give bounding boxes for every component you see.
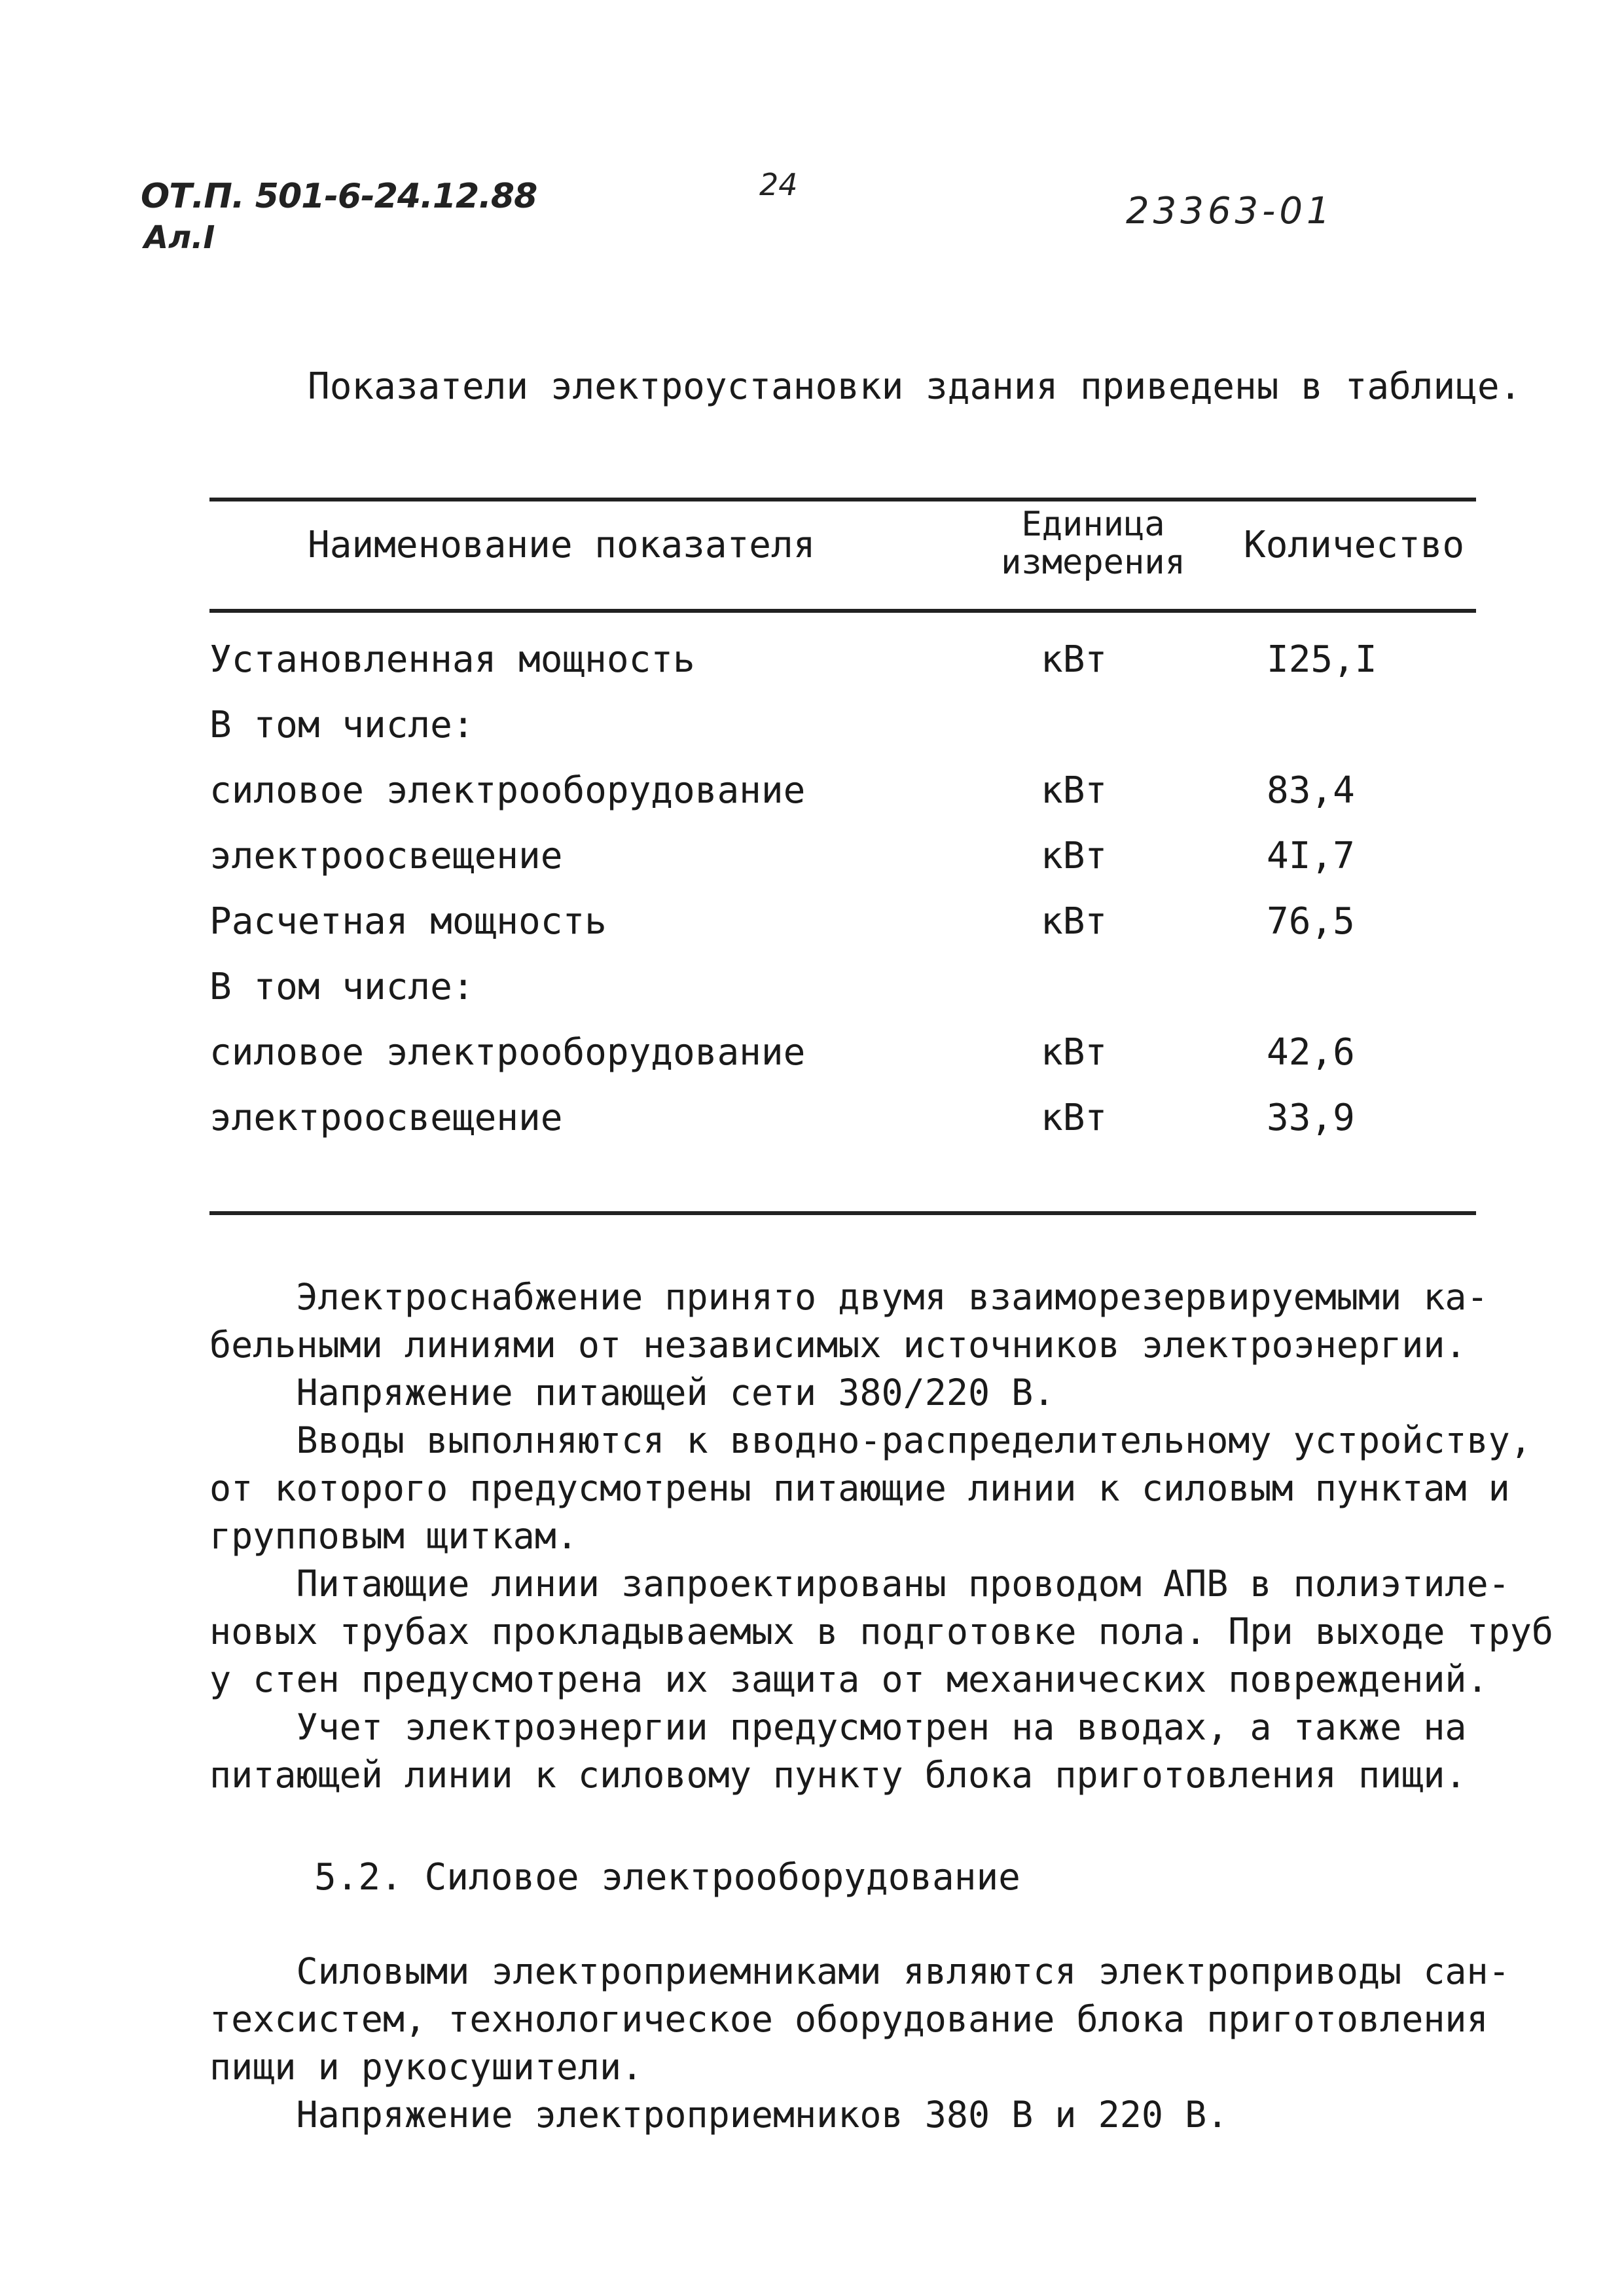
sheet-label: Ал.I <box>144 219 215 256</box>
text-line: пищи и рукосушители. <box>209 2046 643 2088</box>
paragraph-supply-lines <box>209 1560 1553 1704</box>
paragraph-receiver-voltage <box>209 2091 1479 2139</box>
row-unit: кВт <box>1041 1097 1108 1139</box>
header-name: Наименование показателя <box>308 524 816 566</box>
row-name: силовое электрооборудование <box>209 1031 806 1074</box>
text-line: от которого предусмотрены питающие линии к силовым пунктам и <box>209 1467 1510 1509</box>
row-name: Расчетная мощность <box>209 900 607 943</box>
table-row <box>0 1097 1624 1162</box>
row-unit: кВт <box>1041 638 1108 681</box>
header-unit-line2: измерения <box>1001 543 1185 582</box>
text-line: Питающие линии запроектированы проводом АПВ в полиэтиле- <box>209 1563 1510 1605</box>
table-row <box>0 638 1624 704</box>
row-name: силовое электрооборудование <box>209 769 806 812</box>
text-line: Напряжение электроприемников 380 В и 220 В. <box>209 2094 1229 2136</box>
table-row <box>0 900 1624 966</box>
row-name: электроосвещение <box>209 1097 563 1139</box>
paragraph-inputs <box>209 1417 1532 1560</box>
table-top-rule <box>209 498 1476 501</box>
row-unit: кВт <box>1041 835 1108 877</box>
text-line: техсистем, технологическое оборудование блока приготовления <box>209 1998 1489 2040</box>
text-line: питающей линии к силовому пункту блока приготовления пищи. <box>209 1754 1467 1796</box>
page-number: 24 <box>759 167 798 202</box>
text-line: Напряжение питающей сети 380/220 В. <box>209 1372 1055 1413</box>
text-line: Учет электроэнергии предусмотрен на вводах, а также на <box>209 1706 1467 1748</box>
document-number: 23363-01 <box>1126 190 1334 232</box>
header-unit-line1: Единица <box>1021 505 1165 544</box>
paragraph-metering <box>209 1704 1479 1799</box>
table-bottom-rule <box>209 1211 1476 1215</box>
row-name: Установленная мощность <box>209 638 695 681</box>
table-row <box>0 835 1624 900</box>
table-header-rule <box>209 609 1476 613</box>
text-line: у стен предусмотрена их защита от механических повреждений. <box>209 1658 1489 1700</box>
table-row <box>0 966 1624 1031</box>
row-quantity: 4I,7 <box>1267 835 1355 877</box>
text-line: новых трубах прокладываемых в подготовке пола. При выходе труб <box>209 1611 1553 1652</box>
row-unit: кВт <box>1041 1031 1108 1074</box>
row-quantity: 33,9 <box>1267 1097 1355 1139</box>
row-quantity: I25,I <box>1267 638 1377 681</box>
text-line: Электроснабжение принято двумя взаиморезервируемыми ка- <box>209 1276 1489 1318</box>
row-name: электроосвещение <box>209 835 563 877</box>
table-row <box>0 769 1624 835</box>
text-line: Вводы выполняются к вводно-распределительному устройству, <box>209 1419 1532 1461</box>
row-quantity: 83,4 <box>1267 769 1355 812</box>
paragraph-voltage <box>209 1369 1479 1417</box>
paragraph-power-supply <box>209 1273 1489 1369</box>
text-line: бельными линиями от независимых источников электроэнергии. <box>209 1324 1467 1366</box>
header-quantity: Количество <box>1244 524 1465 566</box>
header-unit <box>995 505 1191 581</box>
table-row <box>0 1031 1624 1097</box>
row-unit: кВт <box>1041 769 1108 812</box>
intro-text: Показатели электроустановки здания приведены в таблице. <box>308 365 1522 408</box>
text-line: групповым щиткам. <box>209 1515 578 1557</box>
row-unit: кВт <box>1041 900 1108 943</box>
row-quantity: 42,6 <box>1267 1031 1355 1074</box>
row-quantity: 76,5 <box>1267 900 1355 943</box>
row-name: В том числе: <box>209 966 475 1008</box>
row-name: В том числе: <box>209 704 475 746</box>
table-row <box>0 704 1624 769</box>
paragraph-power-receivers <box>209 1948 1510 2091</box>
text-line: Силовыми электроприемниками являются электроприводы сан- <box>209 1950 1510 1992</box>
document-code: ОТ.П. 501-6-24.12.88 <box>141 177 537 216</box>
section-title: 5.2. Силовое электрооборудование <box>314 1856 1020 1899</box>
